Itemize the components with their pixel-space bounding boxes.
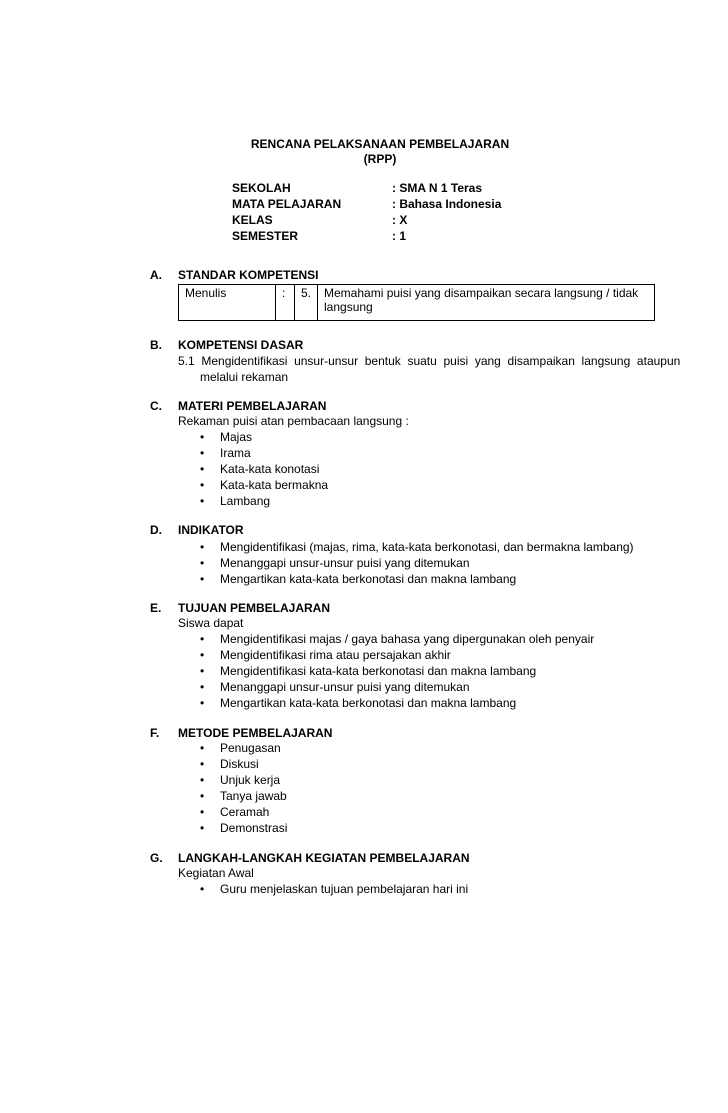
info-row-semester <box>232 228 552 244</box>
doc-subtitle: (RPP) <box>363 152 397 166</box>
bullet-icon: • <box>200 757 205 771</box>
section-letter: A. <box>150 268 162 282</box>
info-label: SEMESTER <box>232 229 299 243</box>
bullet-icon: • <box>200 572 205 586</box>
section-heading: MATERI PEMBELAJARAN <box>178 399 327 413</box>
section-heading: METODE PEMBELAJARAN <box>178 726 333 740</box>
bullet-icon: • <box>200 882 205 896</box>
info-block <box>232 180 552 244</box>
section-letter: E. <box>150 601 162 615</box>
bullet-icon: • <box>200 773 205 787</box>
bullet-icon: • <box>200 540 205 554</box>
document-page: RENCANA PELAKSANAAN PEMBELAJARAN (RPP) SEKOLAH : SMA N 1 Teras MATA PELAJARAN : Bahasa Indonesia KELAS : X SEMESTER : 1 A. STANDAR KOMPETENSI Menulis : 5. Memahami puisi yang disampaikan secara langsung / tidak langsung B. KOMPETENSI DASAR 5.1 Mengidentifikasi unsur-unsur bentuk suatu puisi yang disampaikan langsung ataupun melalui rekaman C. MATERI PEMBELAJARAN Rekaman puisi atan pembacaan langsung : • Majas • Irama • Kata-kata konotasi • Kata-kata bermakna • Lambang D. INDIKATOR • Mengidentifikasi (majas, rima, kata-kata berkonotasi, dan bermakna lambang) • Menanggapi unsur-unsur puisi yang ditemukan • Mengartikan kata-kata berkonotasi dan makna lambang E. TUJUAN PEMBELAJARAN Siswa dapat • Mengidentifikasi majas / gaya bahasa yang dipergunakan oleh penyair • Mengidentifikasi rima atau persajakan akhir • Mengidentifikasi kata-kata berkonotasi dan makna lambang • Menanggapi unsur-unsur puisi yang ditemukan • Mengartikan kata-kata berkonotasi dan makna lambang F. METODE PEMBELAJARAN • Penugasan • Diskusi • Unjuk kerja • Tanya jawab • Ceramah • Demonstrasi G. LANGKAH-LANGKAH KEGIATAN PEMBELAJARAN Kegiatan Awal • Guru menjelaskan tujuan pembelajaran hari ini <box>0 0 728 1113</box>
bullet-icon: • <box>200 648 205 662</box>
sk-aspect: Menulis <box>179 285 276 321</box>
tujuan-intro: Siswa dapat <box>178 616 244 630</box>
info-label: SEKOLAH <box>232 181 291 195</box>
section-letter: D. <box>150 523 162 537</box>
section-heading: STANDAR KOMPETENSI <box>178 268 319 282</box>
bullet-icon: • <box>200 680 205 694</box>
info-value: : Bahasa Indonesia <box>392 197 502 211</box>
section-heading: LANGKAH-LANGKAH KEGIATAN PEMBELAJARAN <box>178 851 470 865</box>
info-label: KELAS <box>232 213 273 227</box>
materi-intro: Rekaman puisi atan pembacaan langsung : <box>178 414 409 428</box>
info-value: : SMA N 1 Teras <box>392 181 483 195</box>
kompetensi-dasar-line2: melalui rekaman <box>200 370 289 384</box>
section-heading: KOMPETENSI DASAR <box>178 338 304 352</box>
bullet-icon: • <box>200 478 205 492</box>
bullet-icon: • <box>200 462 205 476</box>
info-row-mata-pelajaran <box>232 196 552 212</box>
bullet-icon: • <box>200 446 205 460</box>
section-letter: G. <box>150 851 163 865</box>
bullet-icon: • <box>200 696 205 710</box>
doc-title: RENCANA PELAKSANAAN PEMBELAJARAN <box>250 137 510 151</box>
info-label: MATA PELAJARAN <box>232 197 342 211</box>
kompetensi-dasar-line1: 5.1 Mengidentifikasi unsur-unsur bentuk suatu puisi yang disampaikan langsung ataupun <box>178 354 681 368</box>
kegiatan-intro: Kegiatan Awal <box>178 866 254 880</box>
info-value: : X <box>392 213 408 227</box>
info-row-sekolah <box>232 180 552 196</box>
sk-number: 5. <box>295 285 318 321</box>
bullet-icon: • <box>200 805 205 819</box>
bullet-icon: • <box>200 494 205 508</box>
table-row <box>179 285 655 321</box>
sk-text: Memahami puisi yang disampaikan secara langsung / tidak langsung <box>318 285 655 321</box>
bullet-icon: • <box>200 741 205 755</box>
section-heading: TUJUAN PEMBELAJARAN <box>178 601 331 615</box>
bullet-icon: • <box>200 821 205 835</box>
bullet-icon: • <box>200 664 205 678</box>
info-row-kelas <box>232 212 552 228</box>
section-letter: B. <box>150 338 162 352</box>
bullet-icon: • <box>200 430 205 444</box>
bullet-icon: • <box>200 632 205 646</box>
standar-kompetensi-table <box>178 284 655 321</box>
section-letter: F. <box>150 726 160 740</box>
section-letter: C. <box>150 399 162 413</box>
sk-separator: : <box>276 285 295 321</box>
bullet-icon: • <box>200 556 205 570</box>
bullet-icon: • <box>200 789 205 803</box>
section-heading: INDIKATOR <box>178 523 244 537</box>
info-value: : 1 <box>392 229 407 243</box>
